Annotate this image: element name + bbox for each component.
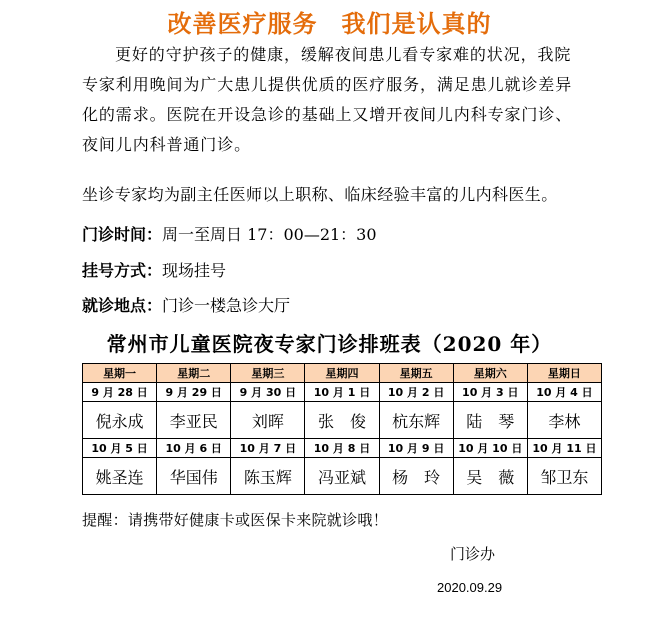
weekday-cell: 星期一 <box>83 364 157 383</box>
reminder-note: 提醒：请携带好健康卡或医保卡来院就诊哦！ <box>82 511 389 529</box>
doctor-cell: 吴 薇 <box>453 458 527 495</box>
date-cell: 9 月 28 日 <box>83 383 157 402</box>
date-cell: 10 月 2 日 <box>379 383 453 402</box>
date-row <box>83 383 602 402</box>
weekday-cell: 星期六 <box>453 364 527 383</box>
doctor-cell: 姚圣连 <box>83 458 157 495</box>
weekday-row <box>83 364 602 383</box>
date-cell: 10 月 6 日 <box>157 439 231 458</box>
date-cell: 10 月 9 日 <box>379 439 453 458</box>
clinic-hours-value: 周一至周日 17：00—21：30 <box>162 225 377 244</box>
doctor-cell: 李亚民 <box>157 402 231 439</box>
title-part-2: 我们是认真的 <box>341 9 492 38</box>
doctor-cell: 陆 琴 <box>453 402 527 439</box>
date-cell: 10 月 1 日 <box>305 383 379 402</box>
doctor-cell: 冯亚斌 <box>305 458 379 495</box>
date-cell: 10 月 8 日 <box>305 439 379 458</box>
doctor-row <box>83 402 602 439</box>
date-cell: 9 月 29 日 <box>157 383 231 402</box>
registration-method <box>82 258 226 281</box>
doctor-cell: 陈玉辉 <box>231 458 305 495</box>
date-row <box>83 439 602 458</box>
doctor-cell: 刘晖 <box>231 402 305 439</box>
page-title <box>0 4 659 39</box>
weekday-cell: 星期日 <box>527 364 601 383</box>
date-cell: 10 月 4 日 <box>527 383 601 402</box>
issue-date: 2020.09.29 <box>437 580 503 595</box>
date-cell: 9 月 30 日 <box>231 383 305 402</box>
schedule-table <box>82 363 602 495</box>
date-cell: 10 月 3 日 <box>453 383 527 402</box>
registration-method-label: 挂号方式： <box>82 261 163 280</box>
clinic-location <box>82 293 290 316</box>
clinic-location-label: 就诊地点： <box>82 296 163 315</box>
date-cell: 10 月 10 日 <box>453 439 527 458</box>
date-cell: 10 月 11 日 <box>527 439 601 458</box>
issuing-department: 门诊办 <box>450 545 496 563</box>
doctor-cell: 倪永成 <box>83 402 157 439</box>
doctor-row <box>83 458 602 495</box>
weekday-cell: 星期五 <box>379 364 453 383</box>
title-part-1: 改善医疗服务 <box>167 9 318 38</box>
doctor-cell: 杭东辉 <box>379 402 453 439</box>
registration-method-value: 现场挂号 <box>162 261 227 280</box>
intro-paragraph: 更好的守护孩子的健康，缓解夜间患儿看专家难的状况，我院专家利用晚间为广大患儿提供优质的医疗服务，满足患儿就诊差异化的需求。医院在开设急诊的基础上又增开夜间儿内科专家门诊、夜间儿内科普通门诊。 <box>82 45 573 154</box>
clinic-hours <box>82 222 377 245</box>
clinic-location-value: 门诊一楼急诊大厅 <box>162 296 291 315</box>
doctor-cell: 华国伟 <box>157 458 231 495</box>
date-cell: 10 月 5 日 <box>83 439 157 458</box>
weekday-cell: 星期二 <box>157 364 231 383</box>
weekday-cell: 星期四 <box>305 364 379 383</box>
date-cell: 10 月 7 日 <box>231 439 305 458</box>
weekday-cell: 星期三 <box>231 364 305 383</box>
clinic-hours-label: 门诊时间： <box>82 225 163 244</box>
doctor-cell: 杨 玲 <box>379 458 453 495</box>
doctor-cell: 张 俊 <box>305 402 379 439</box>
doctors-note: 坐诊专家均为副主任医师以上职称、临床经验丰富的儿内科医生。 <box>82 185 558 204</box>
doctor-cell: 李林 <box>527 402 601 439</box>
schedule-title: 常州市儿童医院夜专家门诊排班表（2020 年） <box>106 332 553 356</box>
doctor-cell: 邹卫东 <box>527 458 601 495</box>
